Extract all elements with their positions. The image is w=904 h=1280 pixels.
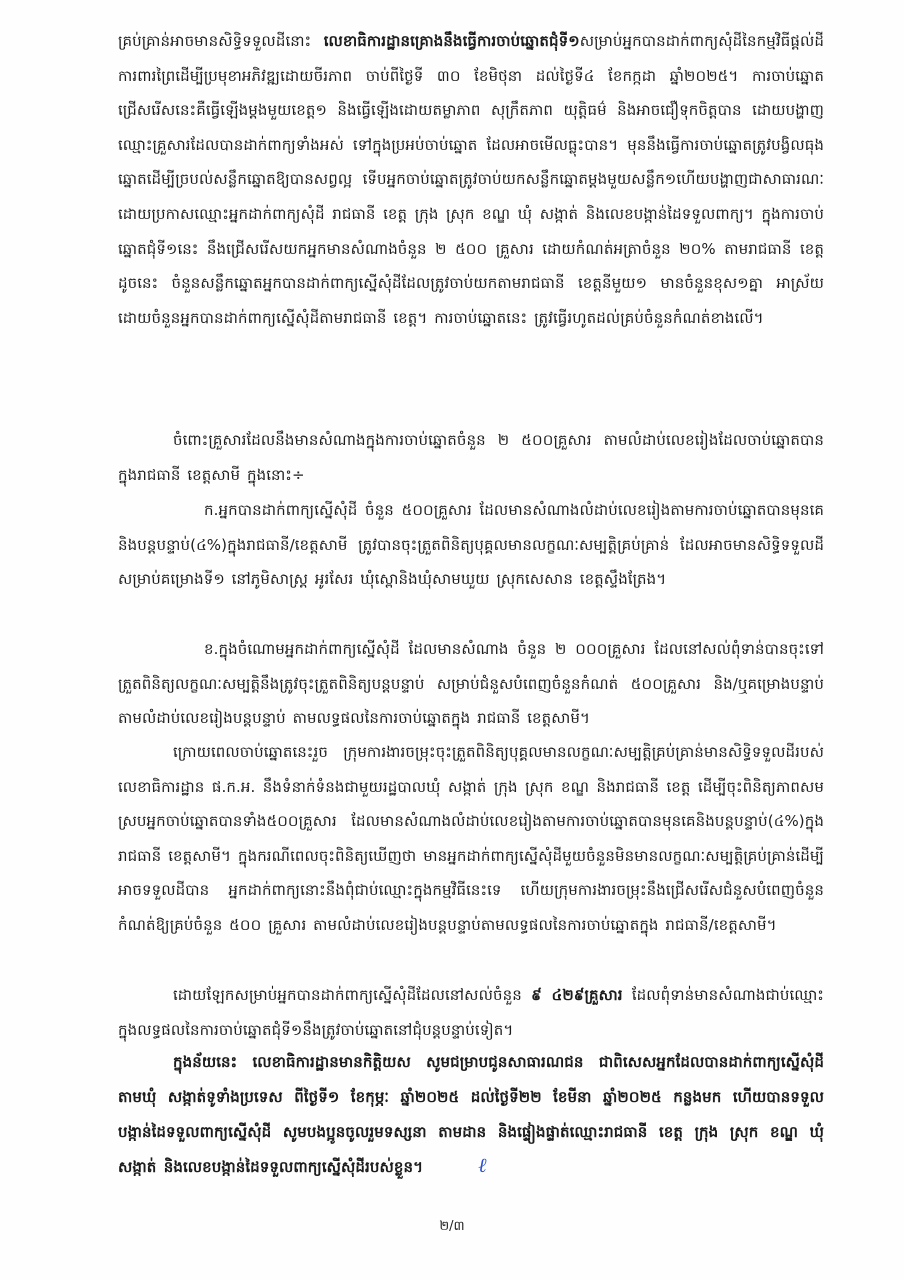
page-number: ២/៣ <box>439 1219 465 1234</box>
notice-text: ក្នុងន័យនេះ លេខាធិការដ្ឋានមានកិត្តិយស សូមជម្រាបជូនសាធារណជន ជាពិសេសអ្នកដែលបានដាក់ពាក្យស្នើសុំដីតាមឃុំ សង្កាត់ទូទាំងប្រទេស ពីថ្ងៃទី១ ខែកុម្ភៈ ឆ្នាំ២០២៥ ដល់ថ្ងៃទី២២ ខែមីនា ឆ្នាំ២០២៥ កន្លងមក ហើយបានទទួលបង្កាន់ដៃទទួលពាក្យស្នើសុំដី សូមបងប្អូនចូលរួមទស្សនា តាមដាន និងផ្ទៀងផ្ទាត់ឈ្មោះរាជធានី ខេត្ត ក្រុង ស្រុក ខណ្ឌ ឃុំ សង្កាត់ និងលេខបង្កាន់ដៃទទួលពាក្យស្នើសុំដីរបស់ខ្លួន។ <box>118 1053 824 1176</box>
paragraph-public-notice <box>118 1045 824 1185</box>
paragraph-lead: គ្រប់គ្រាន់អាចមានសិទ្ធិទទួលដីនោះ <box>118 32 324 50</box>
paragraph-body: សម្រាប់អ្នកបានដាក់ពាក្យសុំដីនៃកម្មវិធីផ្តល់ដី ការពារព្រៃដើម្បីប្រមុខាអភិវឌ្ឍដោយចីរភាព ចាប់ពីថ្ងៃទី ៣០ ខែមិថុនា ដល់ថ្ងៃទី៤ ខែកក្កដា ឆ្នាំ២០២៥។ ការចាប់ឆ្នោតជ្រើសរើសនេះគឺធ្វើឡើងម្តងមួយខេត្ត១ និងធ្វើឡើងដោយតម្លាភាព សុក្រឹតភាព យុត្តិធម៌ និងអាចជឿទុកចិត្តបាន ដោយបង្ហាញឈ្មោះគ្រួសារដែលបានដាក់ពាក្យទាំងអស់ ទៅក្នុងប្រអប់ចាប់ឆ្នោត ដែលអាចមើលធ្លុះបាន។ មុននឹងធ្វើការចាប់ឆ្នោតត្រូវបង្វិលធុងឆ្នោតដើម្បីច្របល់សន្លឹកឆ្នោតឱ្យបានសព្វល្អ ទើបអ្នកចាប់ឆ្នោតត្រូវចាប់យកសន្លឹកឆ្នោតម្តងមួយសន្លឹក១ហើយបង្ហាញជាសាធារណៈ ដោយប្រកាសឈ្មោះអ្នកដាក់ពាក្យសុំដី រាជធានី ខេត្ត ក្រុង ស្រុក ខណ្ឌ ឃុំ សង្កាត់ និងលេខបង្កាន់ដៃទទួលពាក្យ។ ក្នុងការចាប់ឆ្នោតជុំទី១នេះ នឹងជ្រើសរើសយកអ្នកមានសំណាងចំនួន ២ ៥០០ គ្រួសារ ដោយកំណត់អត្រាចំនួន ២០% តាមរាជធានី ខេត្ត ដូចនេះ ចំនួនសន្លឹកឆ្នោតអ្នកបានដាក់ពាក្យស្នើសុំដីដែលត្រូវចាប់យកតាមរាជធានី ខេត្តនីមួយ១ មានចំនួនខុស១គ្នា អាស្រ័យដោយចំនួនអ្នកបានដាក់ពាក្យស្នើសុំដីតាមរាជធានី ខេត្ត។ ការចាប់ឆ្នោតនេះ ត្រូវធ្វើរហូតដល់គ្រប់ចំនួនកំណត់ខាងលើ។ <box>118 32 824 327</box>
handwritten-initial-mark: ℓ <box>478 1153 487 1177</box>
paragraph-lucky-families: ចំពោះគ្រួសារដែលនឹងមានសំណាងក្នុងការចាប់ឆ្នោតចំនួន ២ ៥០០គ្រួសារ តាមលំដាប់លេខរៀងដែលចាប់ឆ្នោតបានក្នុងរាជធានី ខេត្តសាមី ក្នុងនោះ÷ <box>118 431 824 484</box>
paragraph-item-b: ខ.ក្នុងចំណោមអ្នកដាក់ពាក្យស្នើសុំដី ដែលមានសំណាង ចំនួន ២ ០០០គ្រួសារ ដែលនៅសល់ពុំទាន់បានចុះទៅត្រួតពិនិត្យលក្ខណៈសម្បត្តិនឹងត្រូវចុះត្រួតពិនិត្យបន្តបន្ទាប់ សម្រាប់ជំនួសបំពេញចំនួនកំណត់ ៥០០គ្រួសារ និង/ឬគម្រោងបន្ទាប់ តាមលំដាប់លេខរៀងបន្តបន្ទាប់ តាមលទ្ធផលនៃការចាប់ឆ្នោតក្នុង រាជធានី ខេត្តសាមី។ <box>118 640 824 728</box>
paragraph-lead: ដោយឡែកសម្រាប់អ្នកបានដាក់ពាក្យស្នើសុំដីដែលនៅសល់ចំនួន <box>173 986 532 1004</box>
paragraph-lottery-intro <box>118 24 824 335</box>
paragraph-item-a: ក.អ្នកបានដាក់ពាក្យស្នើសុំដី ចំនួន ៥០០គ្រួសារ ដែលមានសំណាងលំដាប់លេខរៀងតាមការចាប់ឆ្នោតបានមុនគេនិងបន្តបន្ទាប់(៤%)ក្នុងរាជធានី/ខេត្តសាមី ត្រូវបានចុះត្រួតពិនិត្យបុគ្គលមានលក្ខណៈសម្បត្តិគ្រប់គ្រាន់ ដែលអាចមានសិទ្ធិទទួលដីសម្រាប់គម្រោងទី១ នៅភូមិសាស្រ្ត អូរសែរ ឃុំស្ពោនិងឃុំសាមឃួយ ស្រុកសេសាន ខេត្តស្ទឹងត្រែង។ <box>118 501 824 589</box>
paragraph-post-lottery-review: ក្រោយពេលចាប់ឆ្នោតនេះរួច ក្រុមការងារចម្រុះចុះត្រួតពិនិត្យបុគ្គលមានលក្ខណៈសម្បត្តិគ្រប់គ្រាន់មានសិទ្ធិទទួលដីរបស់លេខាធិការដ្ឋាន ផ.ក.អ. នឹងទំនាក់ទំនងជាមួយរដ្ឋបាលឃុំ សង្កាត់ ក្រុង ស្រុក ខណ្ឌ និងរាជធានី ខេត្ត ដើម្បីចុះពិនិត្យភាពសមស្របអ្នកចាប់ឆ្នោតបានទាំង៥០០គ្រួសារ ដែលមានសំណាងលំដាប់លេខរៀងតាមការចាប់ឆ្នោតបានមុនគេនិងបន្តបន្ទាប់(៤%)ក្នុងរាជធានី ខេត្តសាមី។ ក្នុងករណីពេលចុះពិនិត្យឃើញថា មានអ្នកដាក់ពាក្យស្នើសុំដីមួយចំនួនមិនមានលក្ខណៈសម្បត្តិគ្រប់គ្រាន់ដើម្បីអាចទទួលដីបាន អ្នកដាក់ពាក្យនោះនឹងពុំជាប់ឈ្មោះក្នុងកម្មវិធីនេះទេ ហើយក្រុមការងារចម្រុះនឹងជ្រើសរើសជំនួសបំពេញចំនួនកំណត់ឱ្យគ្រប់ចំនួន ៥០០ គ្រួសារ តាមលំដាប់លេខរៀងបន្តបន្ទាប់តាមលទ្ធផលនៃការចាប់ឆ្នោតក្នុង រាជធានី/ខេត្តសាមី។ <box>118 743 824 934</box>
paragraph-body: ដែលពុំទាន់មានសំណាងជាប់ឈ្មោះក្នុងលទ្ធផលនៃការចាប់ឆ្នោតជុំទី១នឹងត្រូវចាប់ឆ្នោតនៅជុំបន្តបន្ទាប់ទៀត។ <box>118 986 824 1039</box>
bold-remaining-count: ៩ ៤២៩គ្រួសារ <box>531 986 623 1004</box>
paragraph-remaining-applicants <box>118 978 824 1047</box>
bold-lottery-announcement: លេខាធិការដ្ឋានគ្រោងនឹងធ្វើការចាប់ឆ្នោតជុំទី១ <box>323 32 580 50</box>
